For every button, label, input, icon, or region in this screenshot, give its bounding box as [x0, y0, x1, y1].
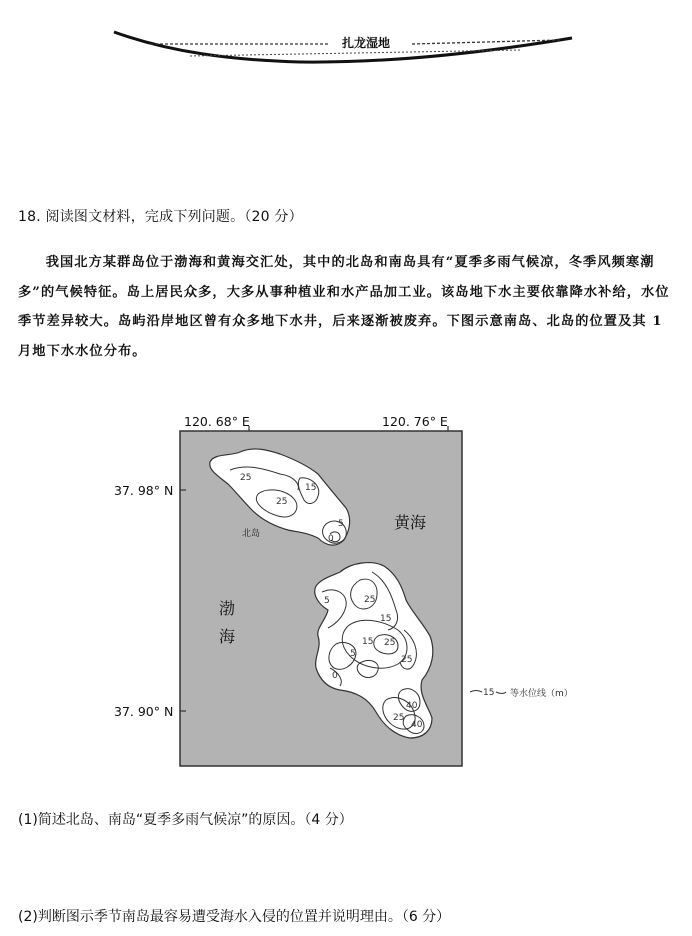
- lon-label-2: 120. 76° E: [382, 414, 448, 429]
- north-contour-label: 25: [276, 497, 288, 507]
- north-contour-label: 25: [240, 473, 252, 483]
- south-contour-label: 0: [332, 671, 338, 681]
- legend-value: 15: [483, 688, 495, 698]
- sub-question-2: (2)判断图示季节南岛最容易遭受海水入侵的位置并说明理由。（6 分）: [18, 909, 451, 925]
- legend-contour-line-right: [496, 692, 506, 694]
- north-island-label: 北岛: [242, 529, 261, 539]
- south-contour-label: 25: [401, 655, 413, 665]
- sub-question-1: (1)简述北岛、南岛“夏季多雨气候凉”的原因。（4 分）: [18, 812, 353, 828]
- north-contour-label: 15: [305, 483, 317, 493]
- legend-text: 等水位线（m）: [510, 689, 573, 699]
- lon-label-1: 120. 68° E: [184, 414, 250, 429]
- bohai-label-2: 海: [219, 627, 236, 646]
- south-contour-label: 25: [364, 595, 376, 605]
- yellow-sea-label: 黄海: [394, 513, 427, 532]
- north-contour-label: 0: [328, 534, 334, 544]
- island-groundwater-map: [100, 404, 600, 776]
- south-contour-label: 25: [384, 638, 396, 648]
- south-contour-label: 25: [393, 713, 405, 723]
- south-contour-label: 5: [350, 649, 356, 659]
- wetland-profile-figure: [0, 0, 692, 90]
- south-contour-label: 40: [411, 720, 423, 730]
- lat-label-2: 37. 90° N: [114, 704, 174, 719]
- south-contour-label: 15: [380, 614, 392, 624]
- material-paragraph: 我国北方某群岛位于渤海和黄海交汇处，其中的北岛和南岛具有“夏季多雨气候凉，冬季风频寒潮多”的气候特征。岛上居民众多，大多从事种植业和水产品加工业。该岛地下水主要依靠降水补给，水位季节差异较大。岛屿沿岸地区曾有众多地下水井，后来逐渐被废弃。下图示意南岛、北岛的位置及其 1 月地下水水位分布。: [18, 255, 670, 359]
- wetland-label: 扎龙湿地: [342, 36, 391, 50]
- lat-label-1: 37. 98° N: [114, 483, 174, 498]
- south-contour-label: 15: [362, 637, 374, 647]
- north-contour-label: 5: [338, 519, 344, 529]
- south-contour-label: 5: [324, 596, 330, 606]
- bohai-label-1: 渤: [219, 599, 236, 618]
- question-title: 18. 阅读图文材料，完成下列问题。（20 分）: [18, 209, 303, 225]
- south-contour-label: 40: [406, 701, 418, 711]
- legend-contour-line: [470, 691, 482, 693]
